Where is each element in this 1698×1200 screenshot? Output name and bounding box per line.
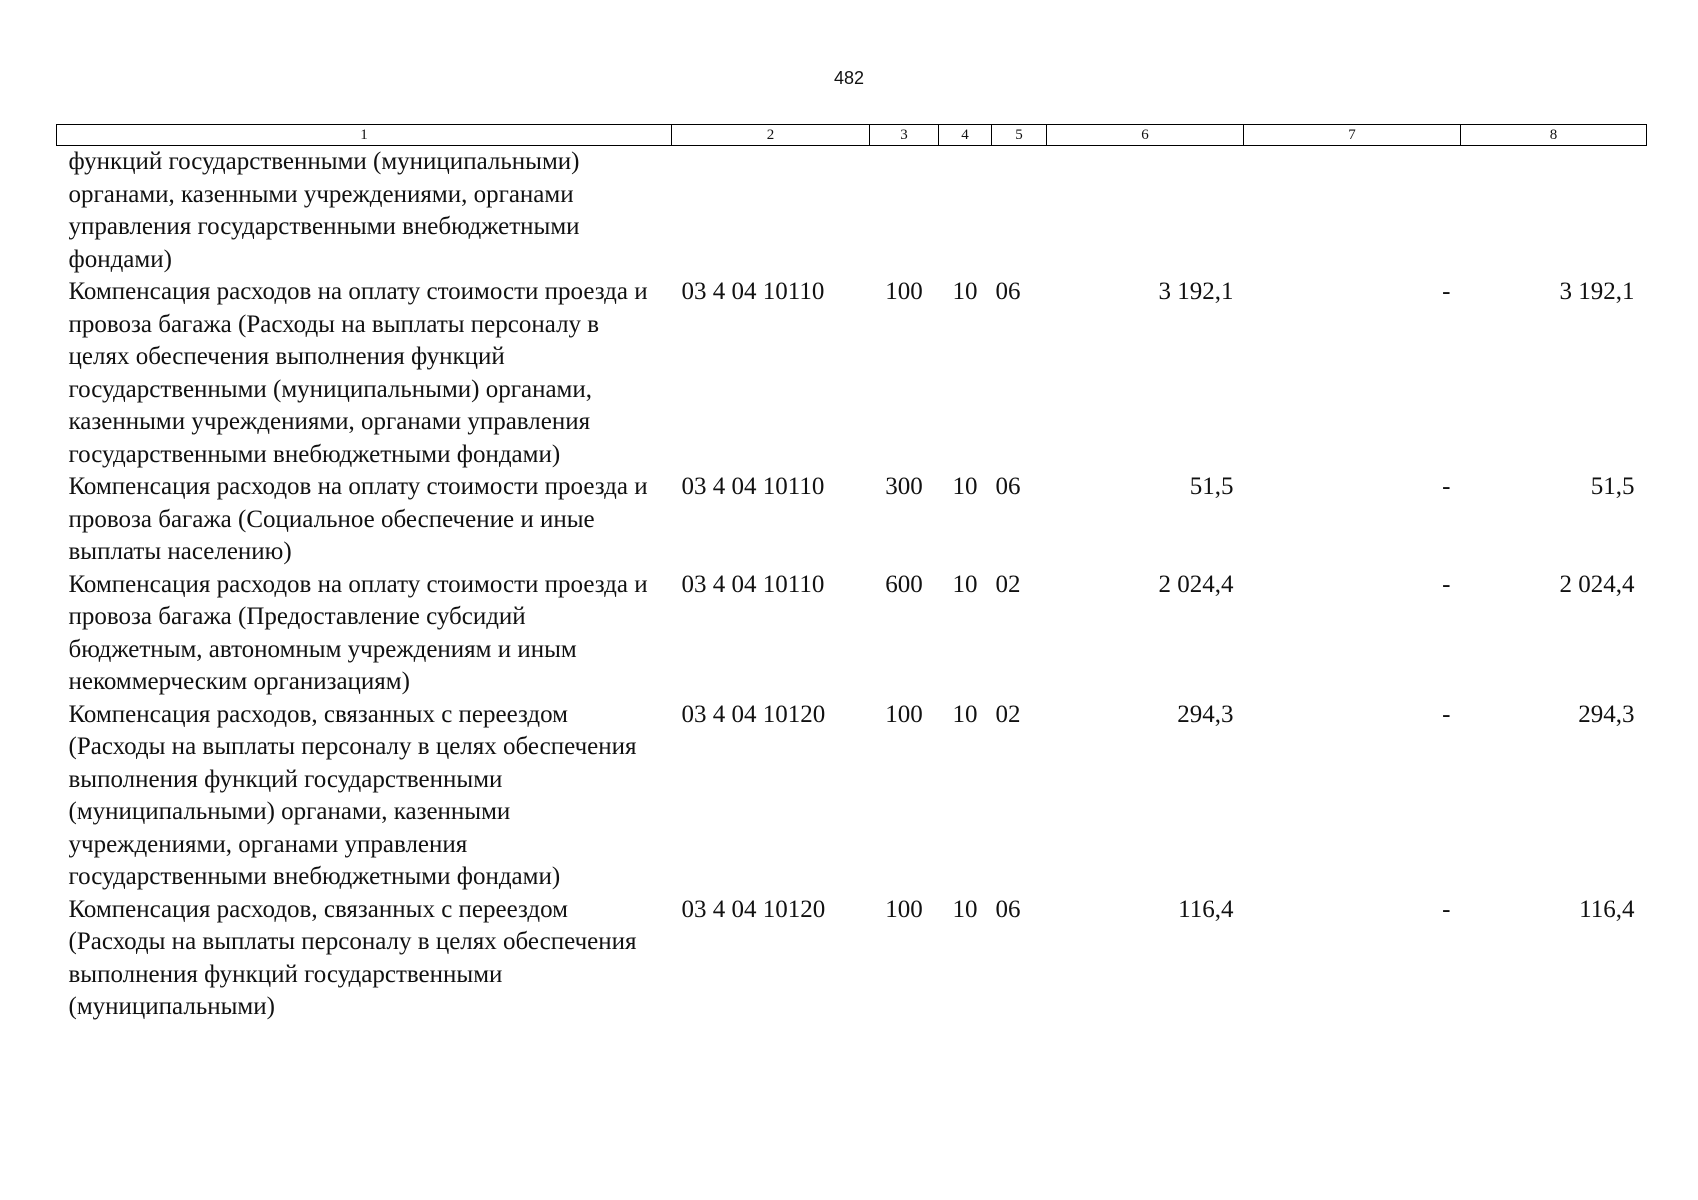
row-expense-type: 600 <box>885 570 923 598</box>
row-expense-type: 100 <box>885 278 923 305</box>
row-section: 10 <box>952 278 978 305</box>
row-subsection: 02 <box>995 700 1021 728</box>
header-col-1: 1 <box>57 125 672 146</box>
table-body <box>57 146 1647 1024</box>
row-expense-type: 100 <box>885 700 923 728</box>
row-section <box>939 146 992 277</box>
row-expense-type: 100 <box>885 895 923 923</box>
row-subsection: 06 <box>995 473 1021 500</box>
row-subsection: 06 <box>995 278 1021 305</box>
table-row <box>57 894 1647 1024</box>
row-target-code <box>672 146 870 277</box>
budget-table <box>56 124 1647 1024</box>
table-header <box>57 125 1647 146</box>
header-col-7: 7 <box>1244 125 1461 146</box>
page-number: 482 <box>833 68 865 88</box>
row-subsection: 02 <box>995 570 1021 598</box>
row-target-code: 03 4 04 10110 <box>681 278 825 305</box>
row-subsection: 06 <box>995 895 1021 923</box>
row-amount-7: - <box>1442 473 1451 500</box>
row-expense-type <box>870 146 939 277</box>
row-amount-7: - <box>1442 278 1451 305</box>
row-target-code: 03 4 04 10120 <box>681 700 826 728</box>
row-name: функций государственными (муниципальными) органами, казенными учреждениями, органами управления государственными внебюджетными фондами) <box>68 148 580 273</box>
table-row <box>57 699 1647 894</box>
table-row <box>57 276 1647 471</box>
header-col-3: 3 <box>870 125 939 146</box>
row-amount-6: 116,4 <box>1178 895 1234 923</box>
row-section: 10 <box>952 473 978 500</box>
row-section: 10 <box>952 570 978 598</box>
row-name: Компенсация расходов на оплату стоимости проезда и провоза багажа (Предоставление субсидий бюджетным, автономным учреждениям и иным некоммерческим организациям) <box>68 570 648 695</box>
row-target-code: 03 4 04 10110 <box>681 570 825 598</box>
row-amount-7: - <box>1442 570 1451 598</box>
row-name: Компенсация расходов, связанных с переездом (Расходы на выплаты персоналу в целях обеспечения выполнения функций государственными (муниципальными) <box>68 895 637 1020</box>
table-row <box>57 146 1647 277</box>
row-amount-8 <box>1461 146 1647 277</box>
table-row <box>57 471 1647 569</box>
row-amount-7: - <box>1442 895 1451 923</box>
row-amount-6: 294,3 <box>1177 700 1234 728</box>
header-col-5: 5 <box>992 125 1047 146</box>
row-name: Компенсация расходов на оплату стоимости проезда и провоза багажа (Социальное обеспечение и иные выплаты населению) <box>68 473 648 565</box>
header-col-8: 8 <box>1461 125 1647 146</box>
row-name: Компенсация расходов на оплату стоимости проезда и провоза багажа (Расходы на выплаты персоналу в целях обеспечения выполнения функций государственными (муниципальными) органами, казенными учреждениями, органами управления государственными внебюджетными фондами) <box>68 278 648 468</box>
row-section: 10 <box>952 895 978 923</box>
row-target-code: 03 4 04 10120 <box>681 895 826 923</box>
header-col-6: 6 <box>1047 125 1244 146</box>
row-amount-6: 3 192,1 <box>1158 278 1234 305</box>
table-row <box>57 569 1647 699</box>
row-amount-6 <box>1047 146 1244 277</box>
row-subsection <box>992 146 1047 277</box>
row-amount-8: 51,5 <box>1590 473 1635 500</box>
row-name: Компенсация расходов, связанных с переездом (Расходы на выплаты персоналу в целях обеспечения выполнения функций государственными (муниципальными) органами, казенными учреждениями, органами управления государственными внебюджетными фондами) <box>68 700 637 890</box>
row-amount-7: - <box>1442 700 1451 728</box>
row-section: 10 <box>952 700 978 728</box>
row-amount-6: 2 024,4 <box>1158 570 1234 598</box>
row-expense-type: 300 <box>885 473 923 500</box>
row-amount-7 <box>1244 146 1461 277</box>
row-amount-8: 3 192,1 <box>1559 278 1635 305</box>
row-amount-6: 51,5 <box>1189 473 1234 500</box>
row-target-code: 03 4 04 10110 <box>681 473 825 500</box>
header-col-4: 4 <box>939 125 992 146</box>
row-amount-8: 2 024,4 <box>1559 570 1635 598</box>
row-amount-8: 116,4 <box>1579 895 1635 923</box>
header-row <box>57 125 1647 146</box>
header-col-2: 2 <box>672 125 870 146</box>
row-amount-8: 294,3 <box>1578 700 1635 728</box>
